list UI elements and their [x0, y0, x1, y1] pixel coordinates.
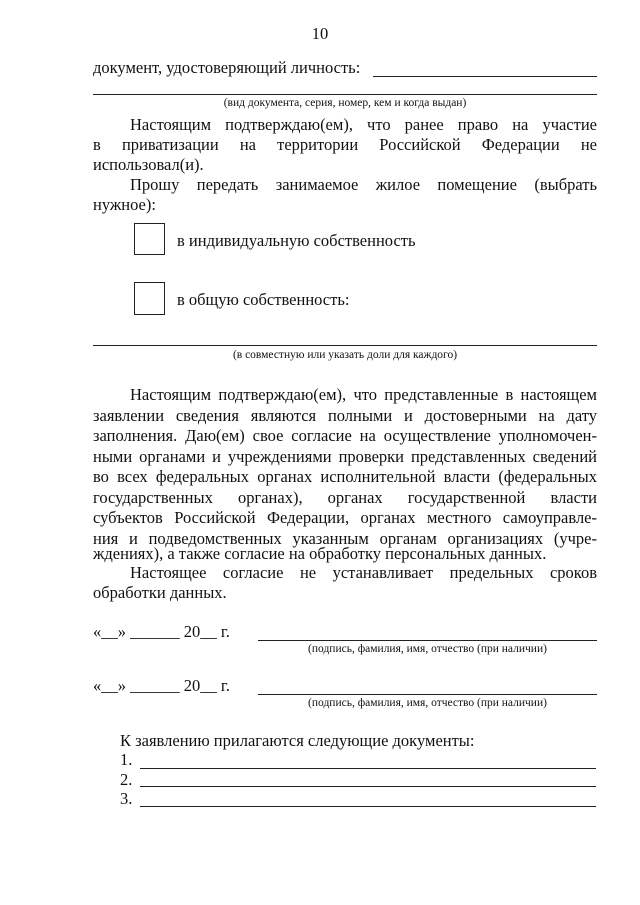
attachment-number-1: 1.: [120, 750, 133, 769]
page-number: 10: [311, 24, 329, 43]
consent-line-6: государственных органах), органах государственной власти: [93, 487, 597, 507]
signature-date-1[interactable]: «__» ______ 20__ г.: [93, 622, 230, 641]
privatization-line-2: в приватизации на территории Российской Федерации не: [93, 135, 597, 154]
consent-line-7: субъектов Российской Федерации, органах местного самоуправле-: [93, 508, 597, 527]
privatization-line-1: Настоящим подтверждаю(ем), что ранее право на участие: [130, 115, 597, 134]
signature-caption-2: (подпись, фамилия, имя, отчество (при наличии): [308, 697, 547, 709]
transfer-request-line-1: Прошу передать занимаемое жилое помещение (выбрать: [130, 175, 597, 194]
attachment-number-2: 2.: [120, 770, 133, 789]
common-ownership-caption: (в совместную или указать доли для каждого): [232, 349, 458, 361]
consent-line-9: ждениях), а также согласие на обработку персональных данных.: [93, 544, 547, 563]
signature-field-1[interactable]: [258, 640, 597, 641]
individual-ownership-label: в индивидуальную собственность: [177, 231, 416, 250]
attachment-number-3: 3.: [120, 789, 133, 808]
id-document-caption: (вид документа, серия, номер, кем и когда выдан): [223, 97, 467, 109]
consent-line-3: заполнения. Даю(ем) свое согласие на осуществление уполномочен-: [93, 426, 597, 445]
id-document-field[interactable]: [373, 76, 597, 77]
no-limit-line-2: обработки данных.: [93, 583, 227, 602]
signature-date-2[interactable]: «__» ______ 20__ г.: [93, 676, 230, 695]
no-limit-line-1: Настоящее согласие не устанавливает предельных сроков: [130, 563, 597, 582]
transfer-request-line-2: нужное):: [93, 195, 156, 214]
signature-field-2[interactable]: [258, 694, 597, 695]
common-ownership-checkbox[interactable]: [134, 282, 165, 315]
privatization-line-3: использовал(и).: [93, 155, 204, 174]
consent-line-2: заявлении сведения являются полными и достоверными на дату: [93, 405, 597, 425]
consent-line-1: Настоящим подтверждаю(ем), что представленные в настоящем: [130, 385, 597, 404]
attachment-field-2[interactable]: [140, 786, 596, 787]
attachments-heading: К заявлению прилагаются следующие документы:: [120, 731, 475, 750]
individual-ownership-checkbox[interactable]: [134, 223, 165, 255]
signature-caption-1: (подпись, фамилия, имя, отчество (при наличии): [308, 643, 547, 655]
consent-line-8: ния и подведомственных указанным органам организациях (учре-: [93, 528, 597, 548]
consent-line-5: во всех федеральных органах исполнительной власти (федеральных: [93, 467, 597, 486]
consent-line-4: ными органами и учреждениями проверки представленных сведений: [93, 446, 597, 466]
attachment-field-1[interactable]: [140, 768, 596, 769]
common-ownership-details-field[interactable]: [93, 345, 597, 346]
common-ownership-label: в общую собственность:: [177, 290, 350, 309]
id-document-label: документ, удостоверяющий личность:: [93, 58, 361, 77]
attachment-field-3[interactable]: [140, 806, 596, 807]
id-document-field-line-2[interactable]: [93, 94, 597, 95]
